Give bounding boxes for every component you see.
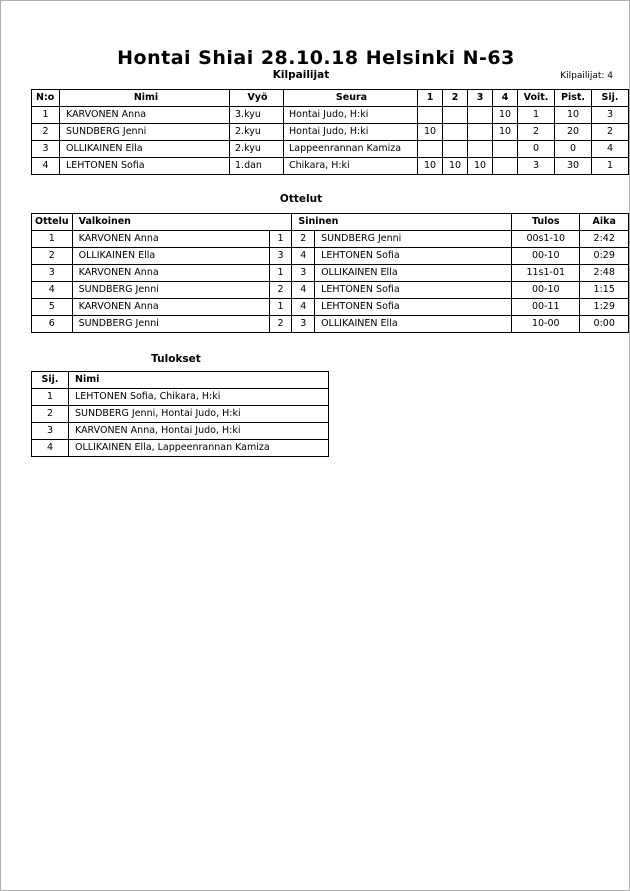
cell-round-3 xyxy=(468,124,493,141)
cell-match-num: 5 xyxy=(32,299,73,316)
cell-points: 20 xyxy=(555,124,592,141)
cell-blue-num: 2 xyxy=(292,231,315,248)
cell-blue-name: OLLIKAINEN Ella xyxy=(315,316,512,333)
col-result-name: Nimi xyxy=(69,372,329,389)
table-row xyxy=(32,299,629,316)
cell-club: Lappeenrannan Kamiza xyxy=(284,141,418,158)
cell-num: 4 xyxy=(32,158,60,175)
cell-result: 11s1-01 xyxy=(512,265,580,282)
table-row xyxy=(32,107,629,124)
cell-white-num: 3 xyxy=(269,248,292,265)
cell-round-1: 10 xyxy=(418,124,443,141)
matches-table-header-row xyxy=(32,214,629,231)
cell-club: Hontai Judo, H:ki xyxy=(284,124,418,141)
page-title: Hontai Shiai 28.10.18 Helsinki N-63 xyxy=(117,47,515,69)
table-row xyxy=(32,231,629,248)
table-row xyxy=(32,248,629,265)
cell-num: 2 xyxy=(32,124,60,141)
cell-belt: 1.dan xyxy=(230,158,284,175)
col-name: Nimi xyxy=(60,90,230,107)
cell-match-num: 6 xyxy=(32,316,73,333)
cell-points: 10 xyxy=(555,107,592,124)
cell-round-2 xyxy=(443,124,468,141)
results-table xyxy=(31,371,329,457)
cell-round-4: 10 xyxy=(493,124,518,141)
cell-wins: 3 xyxy=(518,158,555,175)
cell-round-3: 10 xyxy=(468,158,493,175)
matches-section-label: Ottelut xyxy=(279,193,323,205)
cell-blue-num: 4 xyxy=(292,282,315,299)
cell-blue-num: 3 xyxy=(292,265,315,282)
cell-white-num: 1 xyxy=(269,231,292,248)
col-round-3: 3 xyxy=(468,90,493,107)
cell-time: 1:15 xyxy=(580,282,629,299)
cell-white-num: 2 xyxy=(269,282,292,299)
competitors-table xyxy=(31,89,629,175)
cell-white-name: KARVONEN Anna xyxy=(72,231,269,248)
table-row xyxy=(32,423,329,440)
cell-time: 0:00 xyxy=(580,316,629,333)
cell-belt: 2.kyu xyxy=(230,141,284,158)
results-section-label: Tulokset xyxy=(151,353,201,365)
cell-result: 00-11 xyxy=(512,299,580,316)
cell-time: 0:29 xyxy=(580,248,629,265)
cell-white-name: KARVONEN Anna xyxy=(72,299,269,316)
table-row xyxy=(32,141,629,158)
cell-round-4 xyxy=(493,141,518,158)
cell-round-2: 10 xyxy=(443,158,468,175)
cell-white-num: 2 xyxy=(269,316,292,333)
cell-round-1 xyxy=(418,141,443,158)
table-row xyxy=(32,440,329,457)
cell-name: LEHTONEN Sofia xyxy=(60,158,230,175)
cell-result-name: KARVONEN Anna, Hontai Judo, H:ki xyxy=(69,423,329,440)
cell-result-name: SUNDBERG Jenni, Hontai Judo, H:ki xyxy=(69,406,329,423)
competitors-table-header-row xyxy=(32,90,629,107)
cell-blue-name: LEHTONEN Sofia xyxy=(315,282,512,299)
cell-result-name: OLLIKAINEN Ella, Lappeenrannan Kamiza xyxy=(69,440,329,457)
cell-wins: 1 xyxy=(518,107,555,124)
cell-name: OLLIKAINEN Ella xyxy=(60,141,230,158)
col-blue: Sininen xyxy=(292,214,512,231)
col-round-4: 4 xyxy=(493,90,518,107)
cell-position: 3 xyxy=(32,423,69,440)
cell-white-num: 1 xyxy=(269,265,292,282)
cell-blue-num: 3 xyxy=(292,316,315,333)
cell-round-3 xyxy=(468,107,493,124)
cell-result: 00s1-10 xyxy=(512,231,580,248)
cell-club: Hontai Judo, H:ki xyxy=(284,107,418,124)
cell-points: 30 xyxy=(555,158,592,175)
col-round-2: 2 xyxy=(443,90,468,107)
cell-blue-name: LEHTONEN Sofia xyxy=(315,248,512,265)
cell-num: 3 xyxy=(32,141,60,158)
cell-result-name: LEHTONEN Sofia, Chikara, H:ki xyxy=(69,389,329,406)
matches-table xyxy=(31,213,629,333)
cell-wins: 0 xyxy=(518,141,555,158)
cell-num: 1 xyxy=(32,107,60,124)
col-result: Tulos xyxy=(512,214,580,231)
cell-white-name: SUNDBERG Jenni xyxy=(72,282,269,299)
results-table-header-row xyxy=(32,372,329,389)
cell-time: 1:29 xyxy=(580,299,629,316)
cell-match-num: 3 xyxy=(32,265,73,282)
col-rank: Sij. xyxy=(592,90,629,107)
col-wins: Voit. xyxy=(518,90,555,107)
cell-match-num: 1 xyxy=(32,231,73,248)
cell-white-name: KARVONEN Anna xyxy=(72,265,269,282)
cell-position: 4 xyxy=(32,440,69,457)
cell-points: 0 xyxy=(555,141,592,158)
cell-blue-num: 4 xyxy=(292,299,315,316)
table-row xyxy=(32,158,629,175)
cell-blue-name: OLLIKAINEN Ella xyxy=(315,265,512,282)
cell-rank: 2 xyxy=(592,124,629,141)
cell-white-num: 1 xyxy=(269,299,292,316)
cell-name: SUNDBERG Jenni xyxy=(60,124,230,141)
col-match-num: Ottelu xyxy=(32,214,73,231)
competitors-section-label: Kilpailijat xyxy=(272,69,330,81)
cell-time: 2:48 xyxy=(580,265,629,282)
cell-belt: 3.kyu xyxy=(230,107,284,124)
cell-round-3 xyxy=(468,141,493,158)
cell-name: KARVONEN Anna xyxy=(60,107,230,124)
cell-match-num: 2 xyxy=(32,248,73,265)
cell-round-4: 10 xyxy=(493,107,518,124)
cell-round-2 xyxy=(443,107,468,124)
cell-position: 2 xyxy=(32,406,69,423)
table-row xyxy=(32,389,329,406)
cell-rank: 1 xyxy=(592,158,629,175)
cell-result: 00-10 xyxy=(512,282,580,299)
cell-white-name: OLLIKAINEN Ella xyxy=(72,248,269,265)
cell-club: Chikara, H:ki xyxy=(284,158,418,175)
competitor-count-note: Kilpailijat: 4 xyxy=(560,71,613,81)
cell-position: 1 xyxy=(32,389,69,406)
cell-belt: 2.kyu xyxy=(230,124,284,141)
cell-blue-name: SUNDBERG Jenni xyxy=(315,231,512,248)
col-time: Aika xyxy=(580,214,629,231)
table-row xyxy=(32,282,629,299)
col-round-1: 1 xyxy=(418,90,443,107)
table-row xyxy=(32,124,629,141)
cell-white-name: SUNDBERG Jenni xyxy=(72,316,269,333)
cell-round-4 xyxy=(493,158,518,175)
col-belt: Vyö xyxy=(230,90,284,107)
cell-wins: 2 xyxy=(518,124,555,141)
cell-rank: 3 xyxy=(592,107,629,124)
cell-blue-num: 4 xyxy=(292,248,315,265)
col-position: Sij. xyxy=(32,372,69,389)
cell-blue-name: LEHTONEN Sofia xyxy=(315,299,512,316)
cell-result: 10-00 xyxy=(512,316,580,333)
col-points: Pist. xyxy=(555,90,592,107)
cell-round-1 xyxy=(418,107,443,124)
cell-result: 00-10 xyxy=(512,248,580,265)
cell-time: 2:42 xyxy=(580,231,629,248)
col-white: Valkoinen xyxy=(72,214,292,231)
col-club: Seura xyxy=(284,90,418,107)
table-row xyxy=(32,265,629,282)
table-row xyxy=(32,406,329,423)
cell-rank: 4 xyxy=(592,141,629,158)
cell-match-num: 4 xyxy=(32,282,73,299)
table-row xyxy=(32,316,629,333)
cell-round-2 xyxy=(443,141,468,158)
cell-round-1: 10 xyxy=(418,158,443,175)
col-num: N:o xyxy=(32,90,60,107)
